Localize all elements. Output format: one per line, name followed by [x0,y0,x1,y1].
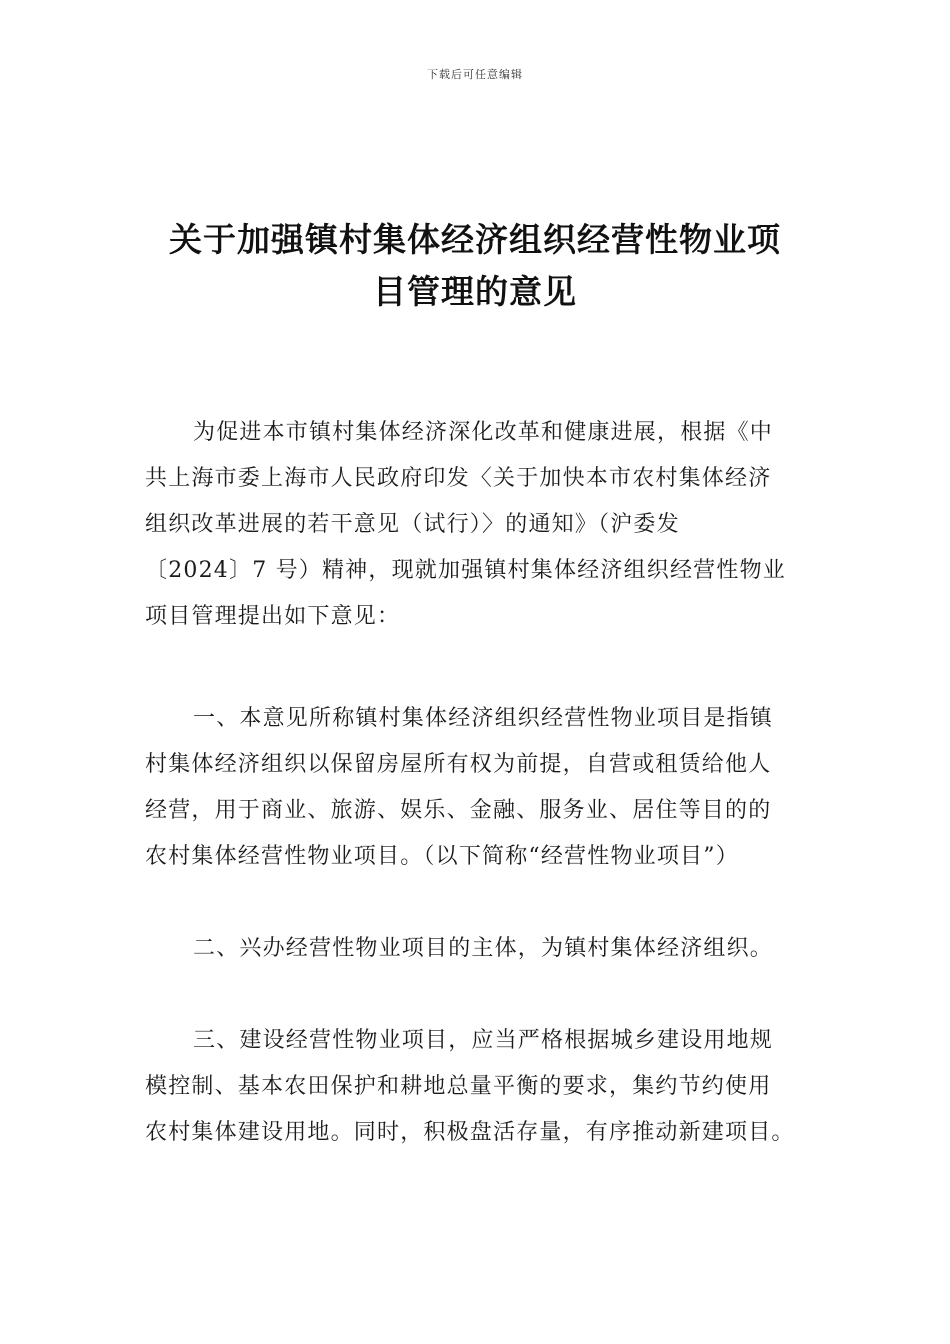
paragraph-line: 项目管理提出如下意见： [145,604,401,629]
document-title-line-1: 关于加强镇村集体经济组织经营性物业项 [169,220,781,259]
paragraph-line: 模控制、基本农田保护和耕地总量平衡的要求，集约节约使用 [145,1074,772,1099]
document-title [120,214,830,318]
paragraph-line: 共上海市委上海市人民政府印发〈关于加快本市农村集体经济 [145,466,772,491]
paragraph-preamble [145,410,805,640]
paragraph-line: 组织改革进展的若干意见（试行）〉的通知》（沪委发 [145,512,680,537]
paragraph-line: 为促进本市镇村集体经济深化改革和健康进展，根据《中 [193,420,774,445]
paragraph-line: 一、本意见所称镇村集体经济组织经营性物业项目是指镇 [193,706,774,731]
paragraph-article-1 [145,696,805,880]
paragraph-article-3 [145,1018,805,1156]
paragraph-line: 二、兴办经营性物业项目的主体，为镇村集体经济组织。 [193,936,774,961]
paragraph-line: 农村集体经营性物业项目。（以下简称“经营性物业项目”） [145,844,739,869]
paragraph-line: 农村集体建设用地。同时，积极盘活存量，有序推动新建项目。 [145,1120,795,1145]
paragraph-line: 经营，用于商业、旅游、娱乐、金融、服务业、居住等目的的 [145,798,772,823]
page-header-note: 下载后可任意编辑 [427,68,523,81]
paragraph-line: 村集体经济组织以保留房屋所有权为前提，自营或租赁给他人 [145,752,772,777]
paragraph-article-2 [145,926,805,972]
document-title-line-2: 目管理的意见 [373,272,577,311]
paragraph-line: 三、建设经营性物业项目，应当严格根据城乡建设用地规 [193,1028,774,1053]
paragraph-line: 〔2024〕7 号）精神，现就加强镇村集体经济组织经营性物业 [145,558,786,583]
